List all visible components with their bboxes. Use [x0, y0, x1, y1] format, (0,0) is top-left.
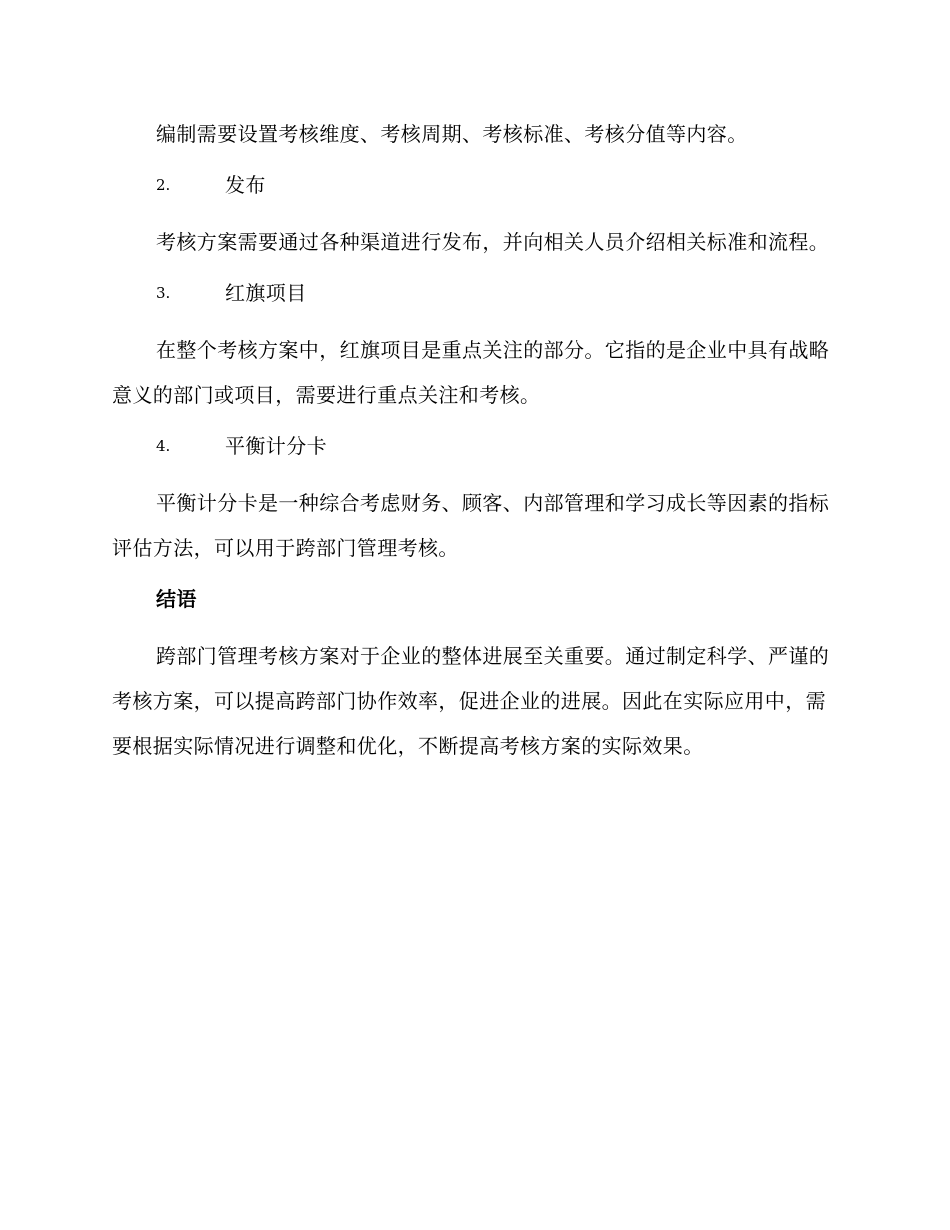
list-title: 发布 [225, 173, 266, 197]
list-item-publish [112, 163, 832, 208]
list-title: 红旗项目 [225, 281, 307, 305]
list-number: 2. [156, 176, 171, 194]
list-number: 4. [156, 437, 171, 455]
paragraph-publish: 考核方案需要通过各种渠道进行发布，并向相关人员介绍相关标准和流程。 [156, 230, 830, 254]
list-item-balanced-scorecard [112, 424, 832, 469]
paragraph-conclusion: 跨部门管理考核方案对于企业的整体进展至关重要。通过制定科学、严谨的考核方案，可以提高跨部门协作效率，促进企业的进展。因此在实际应用中，需要根据实际情况进行调整和优化，不断提高考核方案的实际效果。 [112, 644, 830, 758]
section-heading-conclusion: 结语 [156, 587, 197, 611]
list-title: 平衡计分卡 [225, 434, 327, 458]
list-number: 3. [156, 284, 171, 302]
paragraph-red-flag: 在整个考核方案中，红旗项目是重点关注的部分。它指的是企业中具有战略意义的部门或项目，需要进行重点关注和考核。 [112, 338, 830, 407]
paragraph-balanced-scorecard: 平衡计分卡是一种综合考虑财务、顾客、内部管理和学习成长等因素的指标评估方法，可以用于跨部门管理考核。 [112, 491, 830, 560]
document-content [112, 112, 832, 769]
paragraph-intro: 编制需要设置考核维度、考核周期、考核标准、考核分值等内容。 [156, 122, 748, 146]
list-item-red-flag [112, 271, 832, 316]
